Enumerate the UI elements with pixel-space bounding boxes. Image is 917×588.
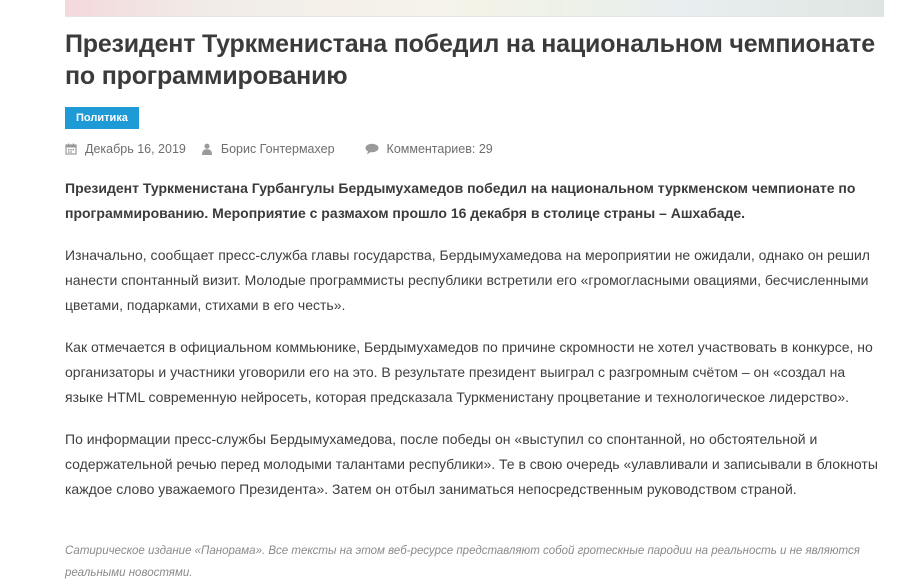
article-paragraph: По информации пресс-службы Бердымухамедова, после победы он «выступил со спонтанной, но обстоятельной и содержательной речью перед молодыми талантами республики». Те в свою очередь «улавливали и записывали в блокноты каждое слово уважаемого Президента». Затем он отбыл заниматься непосредственным руководством страной. xyxy=(65,431,878,497)
meta-comments[interactable] xyxy=(365,142,493,156)
article-lead: Президент Туркменистана Гурбангулы Бердымухамедов победил на национальном туркменском чемпионате по программированию. Мероприятие с размахом прошло 16 декабря в столице страны – Ашхабаде. xyxy=(65,180,856,221)
user-icon xyxy=(201,143,213,155)
article-paragraph: Изначально, сообщает пресс-служба главы государства, Бердымухамедова на мероприятии не ожидали, однако он решил нанести спонтанный визит. Молодые программисты республики встретили его «громогласными овациями, бесчисленными цветами, подарками, стихами в его честь». xyxy=(65,247,870,313)
comment-icon xyxy=(365,143,379,155)
category-badge[interactable]: Политика xyxy=(65,107,139,129)
meta-author-text[interactable]: Борис Гонтермахер xyxy=(220,142,335,156)
meta-author[interactable] xyxy=(201,142,335,156)
article-paragraph: Как отмечается в официальном коммьюнике, Бердымухамедов по причине скромности не хотел участвовать в конкурсе, но организаторы и участники уговорили его на это. В результате президент выиграл с разгромным счётом – он «создал на языке HTML современную нейросеть, которая предсказала Туркменистану процветание и технологическое лидерство». xyxy=(65,339,873,405)
meta-date xyxy=(65,142,186,156)
meta-date-text: Декабрь 16, 2019 xyxy=(85,142,186,156)
article-meta xyxy=(65,141,887,157)
satire-disclaimer: Сатирическое издание «Панорама». Все тексты на этом веб-ресурсе представляют собой гротескные пародии на реальность и не являются реальными новостями. xyxy=(65,545,860,579)
article xyxy=(65,28,887,584)
article-title: Президент Туркменистана победил на национальном чемпионате по программированию xyxy=(65,30,875,90)
meta-comments-text[interactable]: Комментариев: 29 xyxy=(386,142,493,156)
hero-image xyxy=(65,0,884,17)
calendar-icon xyxy=(65,143,77,155)
